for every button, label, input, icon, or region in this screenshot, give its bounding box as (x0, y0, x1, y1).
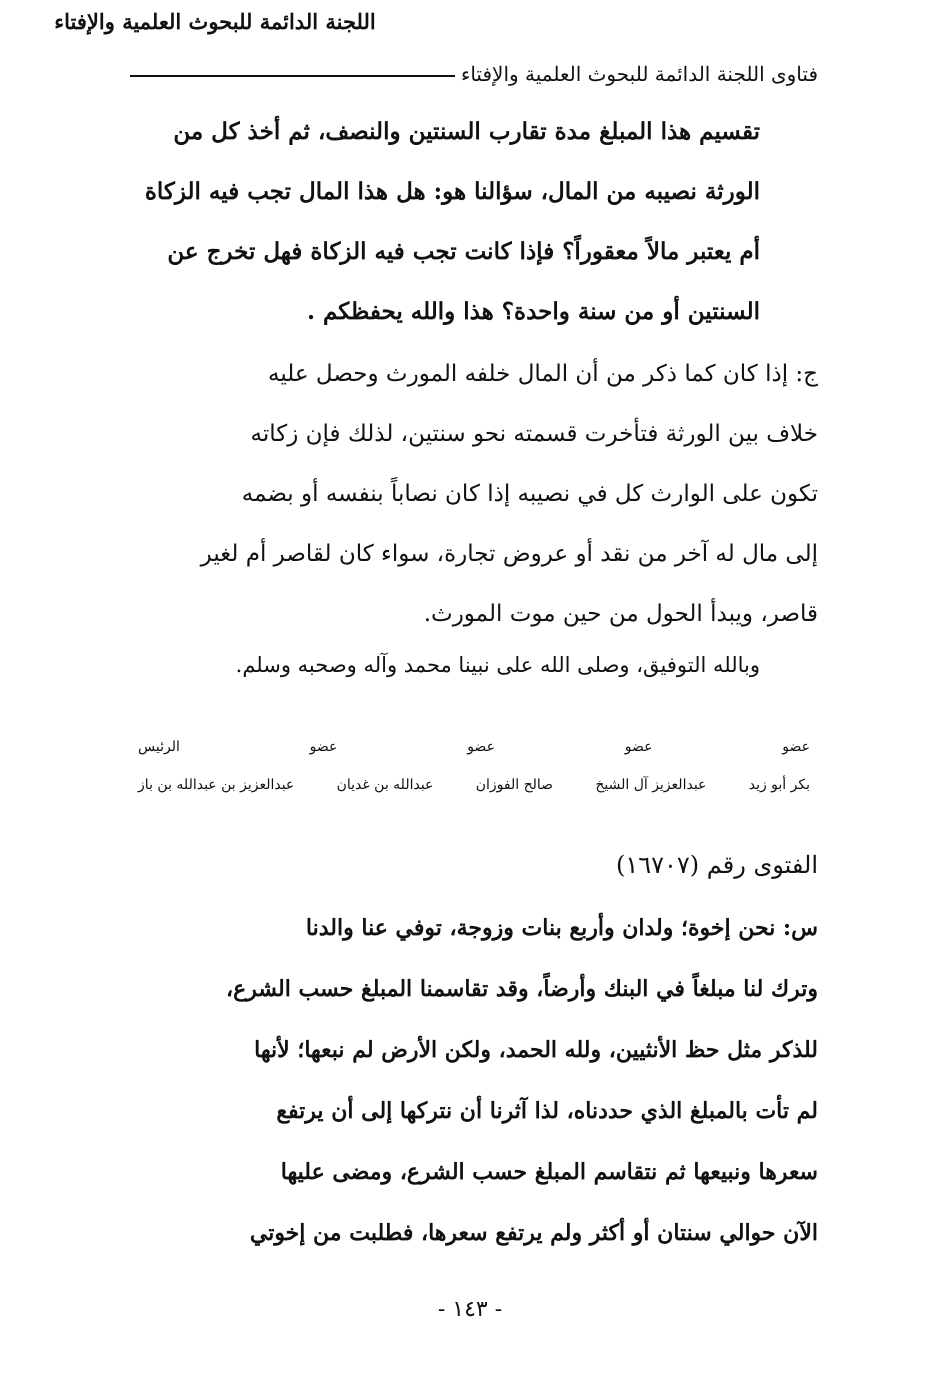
question-line: تقسيم هذا المبلغ مدة تقارب السنتين والنصف، ثم أخذ كل من (173, 118, 760, 145)
answer-line: تكون على الوارث كل في نصيبه إذا كان نصاباً بنفسه أو بضمه (241, 481, 818, 507)
question-paragraph (130, 102, 760, 342)
signatory-name: عبدالعزيز آل الشيخ (595, 777, 707, 793)
page-number: - ١٤٣ - (437, 1297, 503, 1322)
question-paragraph (130, 898, 818, 1264)
header-rule (130, 75, 455, 77)
answer-line: ج: إذا كان كما ذكر من أن المال خلفه المورث وحصل عليه (268, 361, 818, 387)
question-line: وترك لنا مبلغاً في البنك وأرضاً، وقد تقاسمنا المبلغ حسب الشرع، (226, 976, 818, 1002)
signatory-role: عضو (624, 739, 653, 755)
committee-title: اللجنة الدائمة للبحوث العلمية والإفتاء (54, 9, 376, 34)
signatory-role: عضو (467, 739, 495, 755)
signatory-role: الرئيس (138, 739, 180, 755)
question-line: سعرها ونبيعها ثم نتقاسم المبلغ حسب الشرع، ومضى عليها (280, 1159, 818, 1185)
question-line: لم تأت بالمبلغ الذي حددناه، لذا آثرنا أن نتركها إلى أن يرتفع (276, 1098, 818, 1124)
fatwa-number: الفتوى رقم (١٦٧٠٧) (615, 851, 818, 879)
question-line: أم يعتبر مالاً معقوراً؟ فإذا كانت تجب فيه الزكاة فهل تخرج عن (167, 238, 760, 265)
signatory-name: صالح الفوزان (475, 777, 554, 793)
signatory-roles (138, 736, 810, 758)
question-line: الورثة نصيبه من المال، سؤالنا هو: هل هذا المال تجب فيه الزكاة (144, 178, 760, 205)
question-line: السنتين أو من سنة واحدة؟ هذا والله يحفظكم . (306, 298, 760, 325)
question-line: الآن حوالي سنتان أو أكثر ولم يرتفع سعرها، فطلبت من إخوتي (249, 1220, 818, 1246)
signatory-name: عبدالعزيز بن عبدالله بن باز (138, 777, 295, 793)
question-line: للذكر مثل حظ الأنثيين، ولله الحمد، ولكن الأرض لم نبعها؛ لأنها (254, 1037, 818, 1063)
answer-line: قاصر، ويبدأ الحول من حين موت المورث. (423, 601, 818, 627)
signatory-role: عضو (309, 739, 338, 755)
answer-paragraph (118, 344, 818, 644)
signatory-names (138, 772, 810, 798)
answer-line: خلاف بين الورثة فتأخرت قسمته نحو سنتين، لذلك فإن زكاته (250, 421, 818, 447)
signatory-name: عبدالله بن غديان (336, 777, 434, 793)
closing-formula: وبالله التوفيق، وصلى الله على نبينا محمد وآله وصحبه وسلم. (235, 653, 760, 677)
signatory-role: عضو (782, 739, 810, 755)
question-line: س: نحن إخوة؛ ولدان وأربع بنات وزوجة، توفي عنا والدنا (305, 915, 818, 941)
answer-line: إلى مال له آخر من نقد أو عروض تجارة، سواء كان لقاصر أم لغير (200, 541, 818, 567)
running-title: فتاوى اللجنة الدائمة للبحوث العلمية والإفتاء (460, 62, 818, 86)
signatory-name: بكر أبو زيد (748, 777, 810, 793)
running-header (130, 52, 818, 96)
